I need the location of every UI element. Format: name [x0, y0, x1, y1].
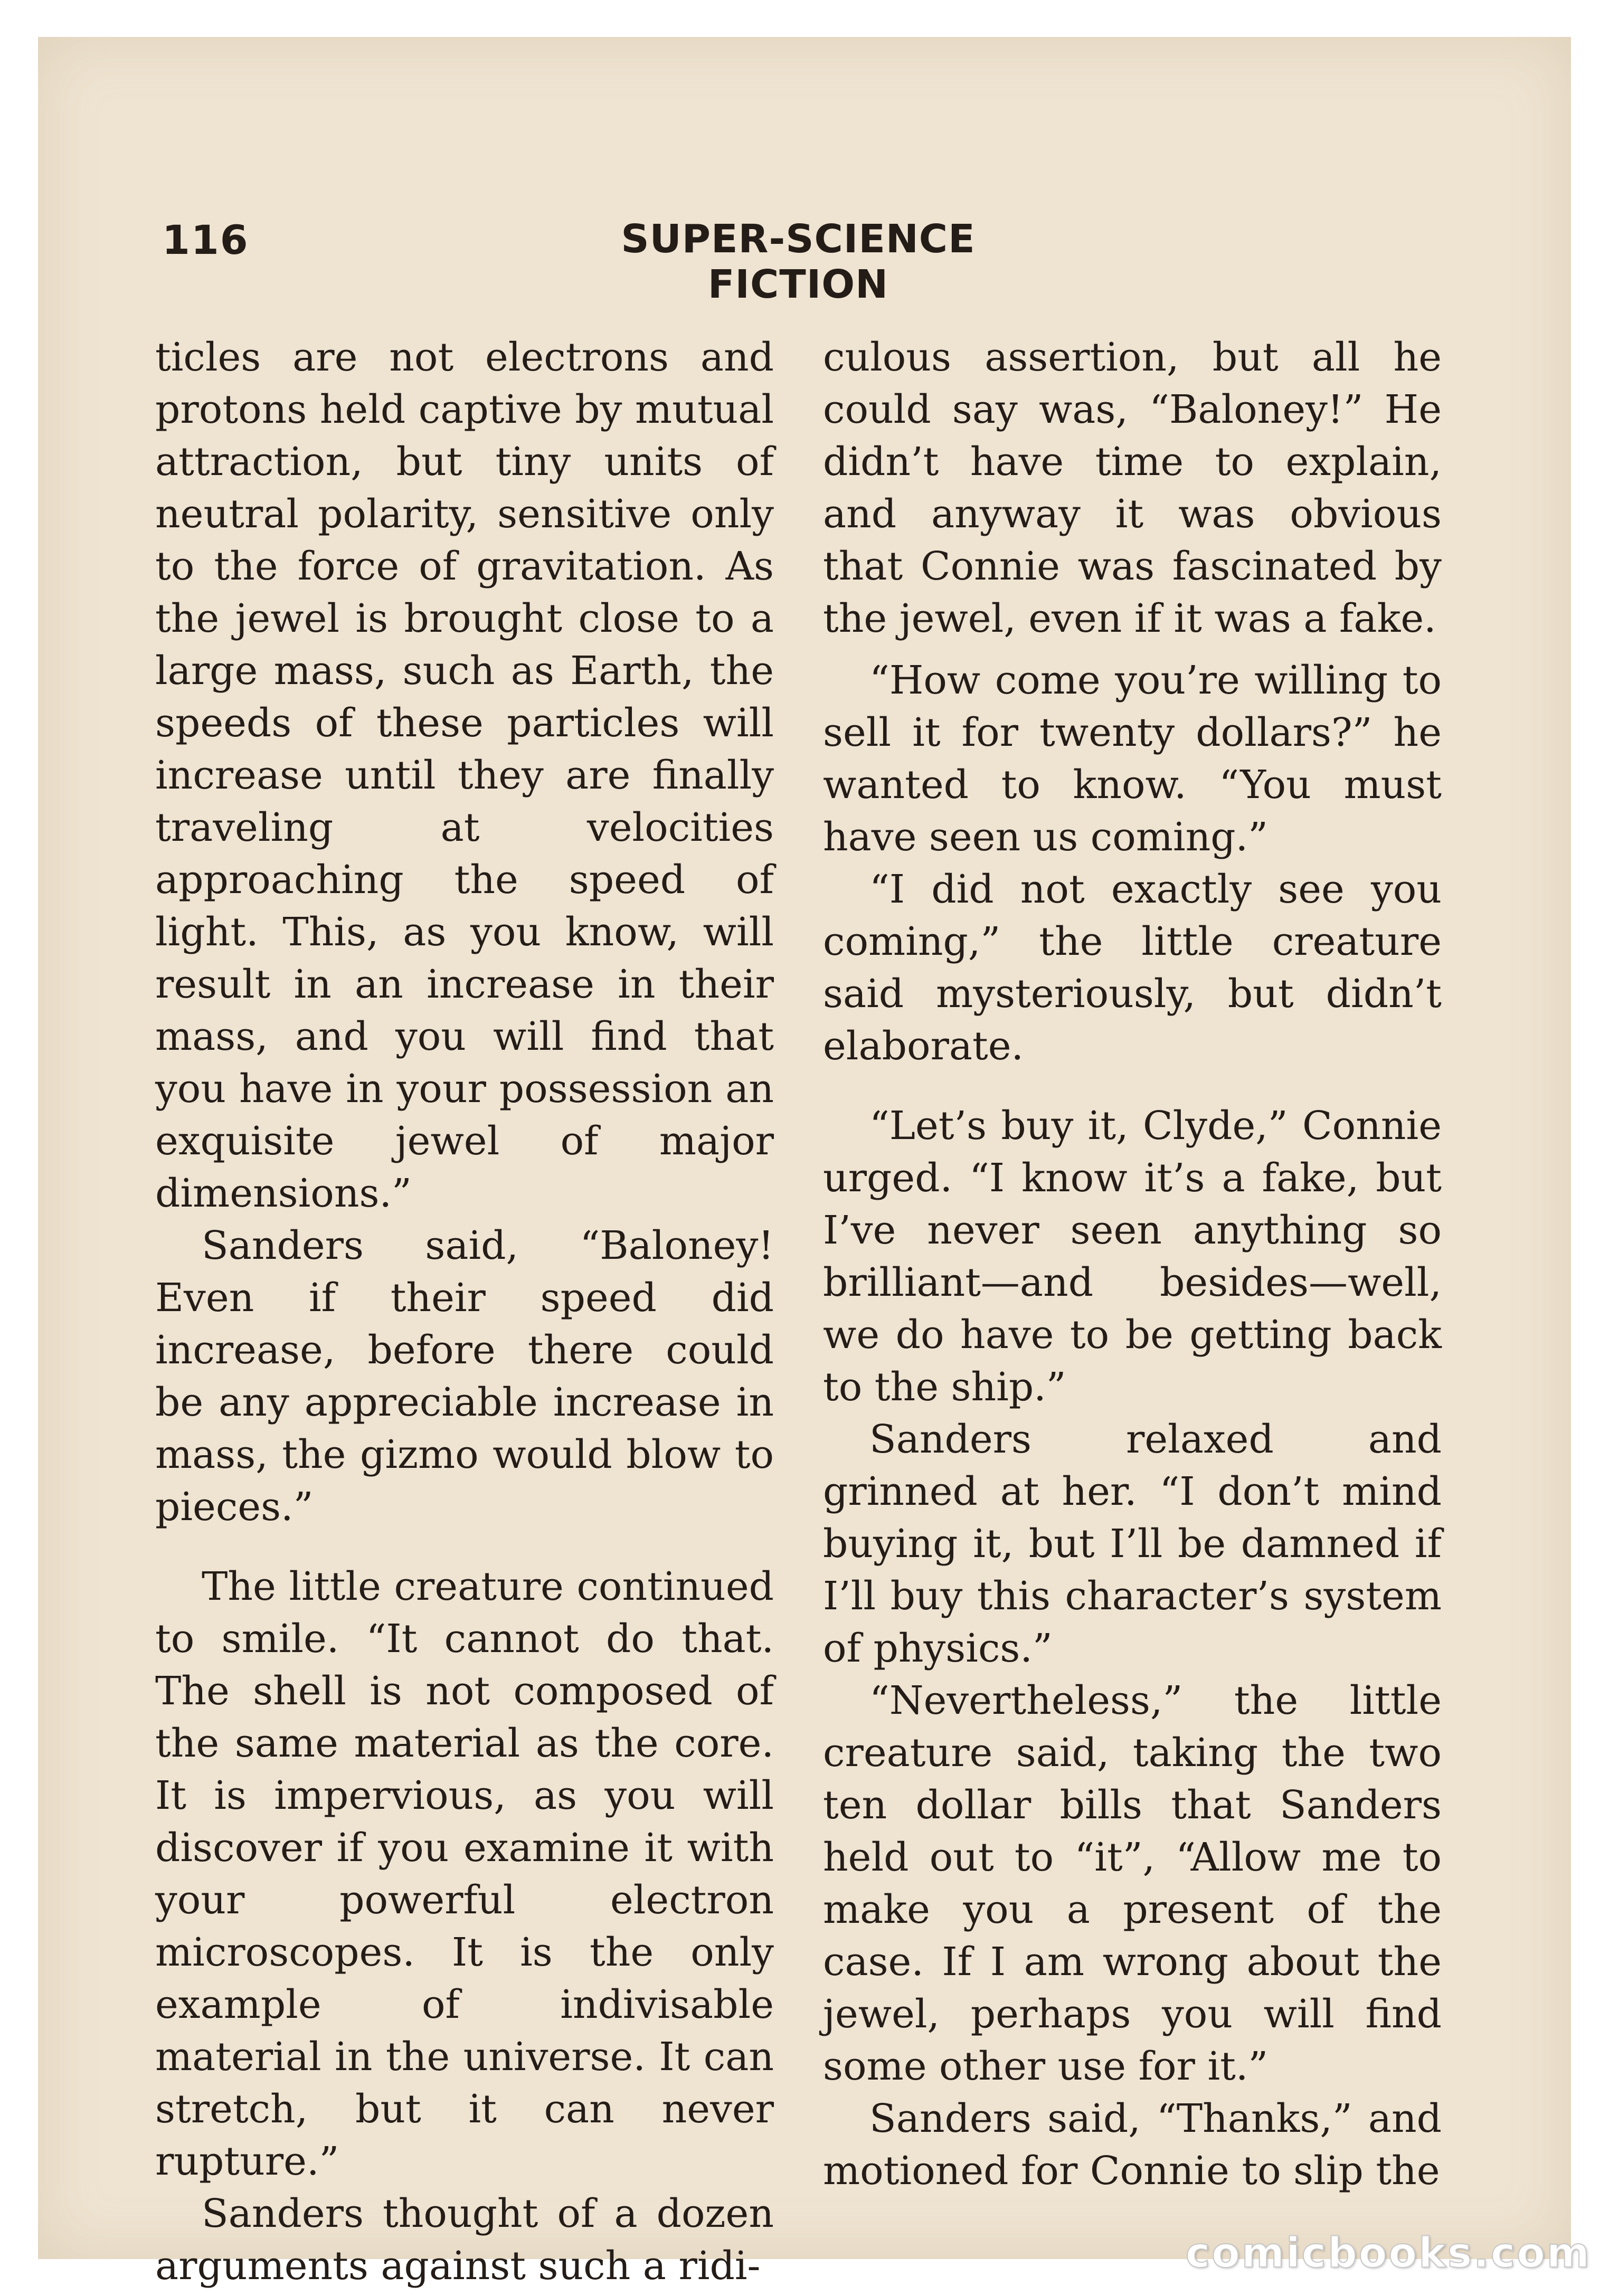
- paragraph: ticles are not electrons and protons held captive by mutual attraction, but tiny units of neutral polarity, sensitive only to the force of gravitation. As the jewel is brought close to a large mass, such as Earth, the speeds of these particles will increase until they are finally traveling at velocities approaching the speed of light. This, as you know, will result in an increase in their mass, and you will find that you have in your possession an exquisite jewel of major dimensions.”: [155, 335, 774, 1216]
- paragraph: Sanders thought of a dozen arguments against such a ridi-: [155, 2191, 774, 2289]
- paragraph: culous assertion, but all he could say was, “Baloney!” He didn’t have time to explain, and anyway it was obvious that Connie was fascinated by the jewel, even if it was a fake.: [823, 335, 1442, 641]
- paragraph: “How come you’re willing to sell it for twenty dollars?” he wanted to know. “You must have seen us coming.”: [823, 658, 1442, 860]
- paragraph: The little creature continued to smile. “It cannot do that. The shell is not composed of the same material as the core. It is impervious, as you will discover if you examine it with your powerful electron microscopes. It is the only example of indivisable material in the universe. It can stretch, but it can never rupture.”: [155, 1564, 774, 2184]
- paragraph: “I did not exactly see you coming,” the little creature said mysteriously, but didn’t elaborate.: [823, 867, 1442, 1069]
- page-number: 116: [162, 216, 249, 263]
- right-column: [823, 331, 1442, 2197]
- watermark-logo: comicbooks.com: [1185, 2229, 1591, 2277]
- paragraph: Sanders said, “Baloney! Even if their speed did increase, before there could be any appreciable increase in mass, the gizmo would blow to pieces.”: [155, 1223, 774, 1530]
- left-column: [155, 331, 774, 2292]
- paragraph: “Let’s buy it, Clyde,” Connie urged. “I know it’s a fake, but I’ve never seen anything so brilliant—and besides—well, we do have to be getting back to the ship.”: [823, 1103, 1442, 1410]
- magazine-page: [38, 37, 1571, 2289]
- running-head-title: SUPER-SCIENCE FICTION: [621, 216, 976, 307]
- paragraph: Sanders said, “Thanks,” and motioned for Connie to slip the: [823, 2096, 1442, 2194]
- paragraph: “Nevertheless,” the little creature said, taking the two ten dollar bills that Sanders held out to “it”, “Allow me to make you a present of the case. If I am wrong about the jewel, perhaps you will find some other use for it.”: [823, 1678, 1442, 2089]
- paragraph: Sanders relaxed and grinned at her. “I don’t mind buying it, but I’ll be damned if I’ll buy this character’s system of physics.”: [823, 1417, 1442, 1671]
